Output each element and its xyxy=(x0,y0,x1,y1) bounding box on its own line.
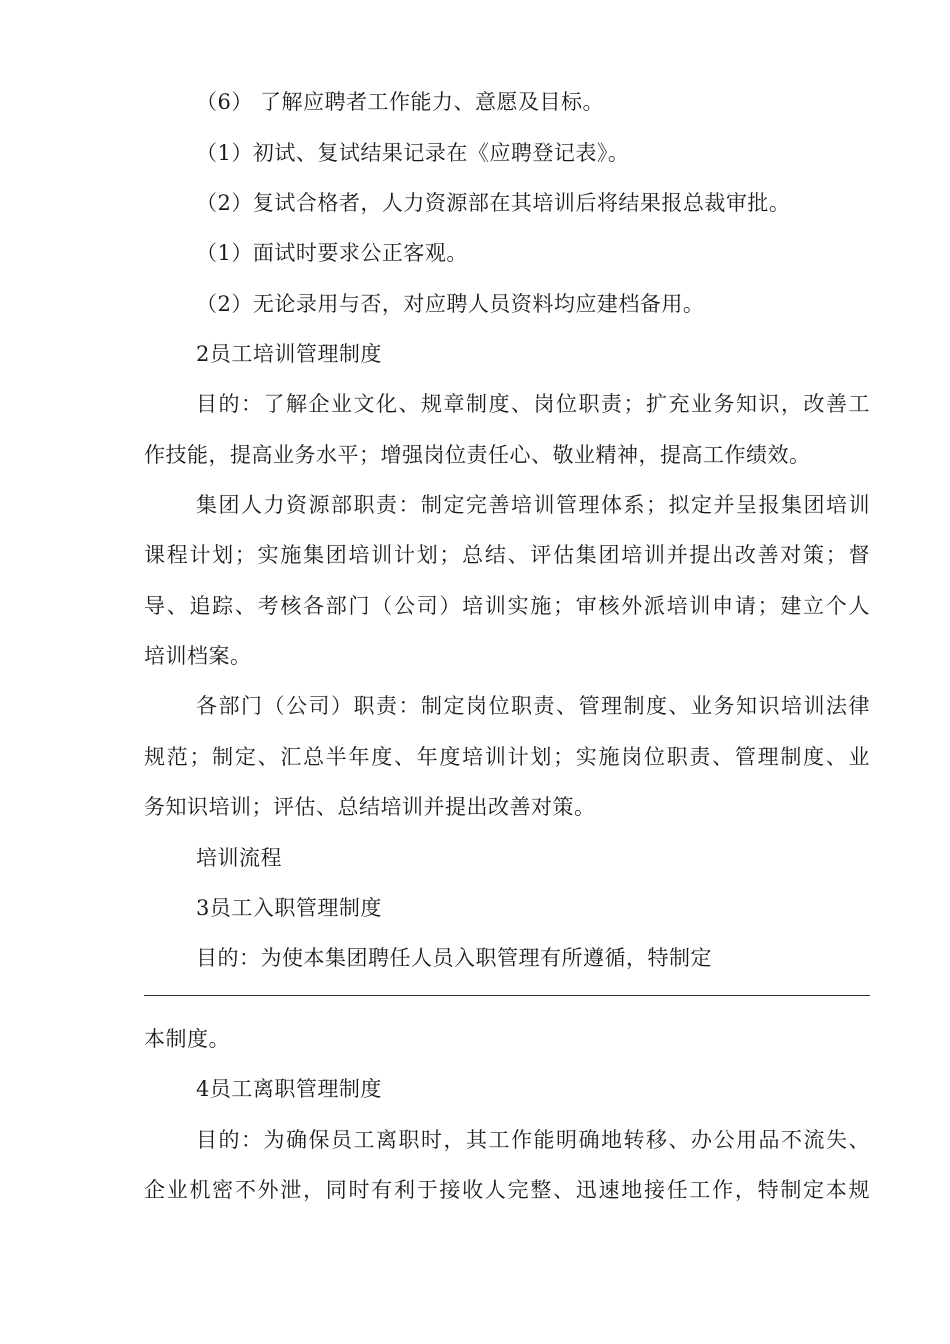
paragraph-line: 企业机密不外泄，同时有利于接收人完整、迅速地接任工作，特制定本规 xyxy=(144,1178,870,1202)
paragraph-line: 导、追踪、考核各部门（公司）培训实施；审核外派培训申请；建立个人 xyxy=(144,594,870,618)
paragraph-line: （6） 了解应聘者工作能力、意愿及目标。 xyxy=(196,90,605,114)
paragraph-line: 目的：为确保员工离职时，其工作能明确地转移、办公用品不流失、 xyxy=(196,1128,870,1152)
paragraph-line: 课程计划；实施集团培训计划；总结、评估集团培训并提出改善对策；督 xyxy=(144,543,870,567)
page-break-divider xyxy=(144,995,870,996)
paragraph-line: 本制度。 xyxy=(144,1027,230,1051)
paragraph-line: 集团人力资源部职责：制定完善培训管理体系；拟定并呈报集团培训 xyxy=(196,493,870,517)
paragraph-line: （1）初试、复试结果记录在《应聘登记表》。 xyxy=(196,141,630,165)
paragraph-line: 目的：了解企业文化、规章制度、岗位职责；扩充业务知识，改善工 xyxy=(196,392,870,416)
paragraph-line: 作技能，提高业务水平；增强岗位责任心、敬业精神，提高工作绩效。 xyxy=(144,443,811,467)
paragraph-line: （2）无论录用与否，对应聘人员资料均应建档备用。 xyxy=(196,292,705,316)
paragraph-line: 务知识培训；评估、总结培训并提出改善对策。 xyxy=(144,795,596,819)
paragraph-line: 规范；制定、汇总半年度、年度培训计划；实施岗位职责、管理制度、业 xyxy=(144,745,870,769)
paragraph-line: （2）复试合格者，人力资源部在其培训后将结果报总裁审批。 xyxy=(196,191,791,215)
section-heading: 培训流程 xyxy=(196,846,282,870)
section-heading: 2员工培训管理制度 xyxy=(196,342,382,366)
paragraph-line: （1）面试时要求公正客观。 xyxy=(196,241,468,265)
paragraph-line: 培训档案。 xyxy=(144,644,252,668)
section-heading: 3员工入职管理制度 xyxy=(196,896,382,920)
paragraph-line: 目的：为使本集团聘任人员入职管理有所遵循，特制定 xyxy=(196,946,712,970)
section-heading: 4员工离职管理制度 xyxy=(196,1077,382,1101)
paragraph-line: 各部门（公司）职责：制定岗位职责、管理制度、业务知识培训法律 xyxy=(196,694,870,718)
